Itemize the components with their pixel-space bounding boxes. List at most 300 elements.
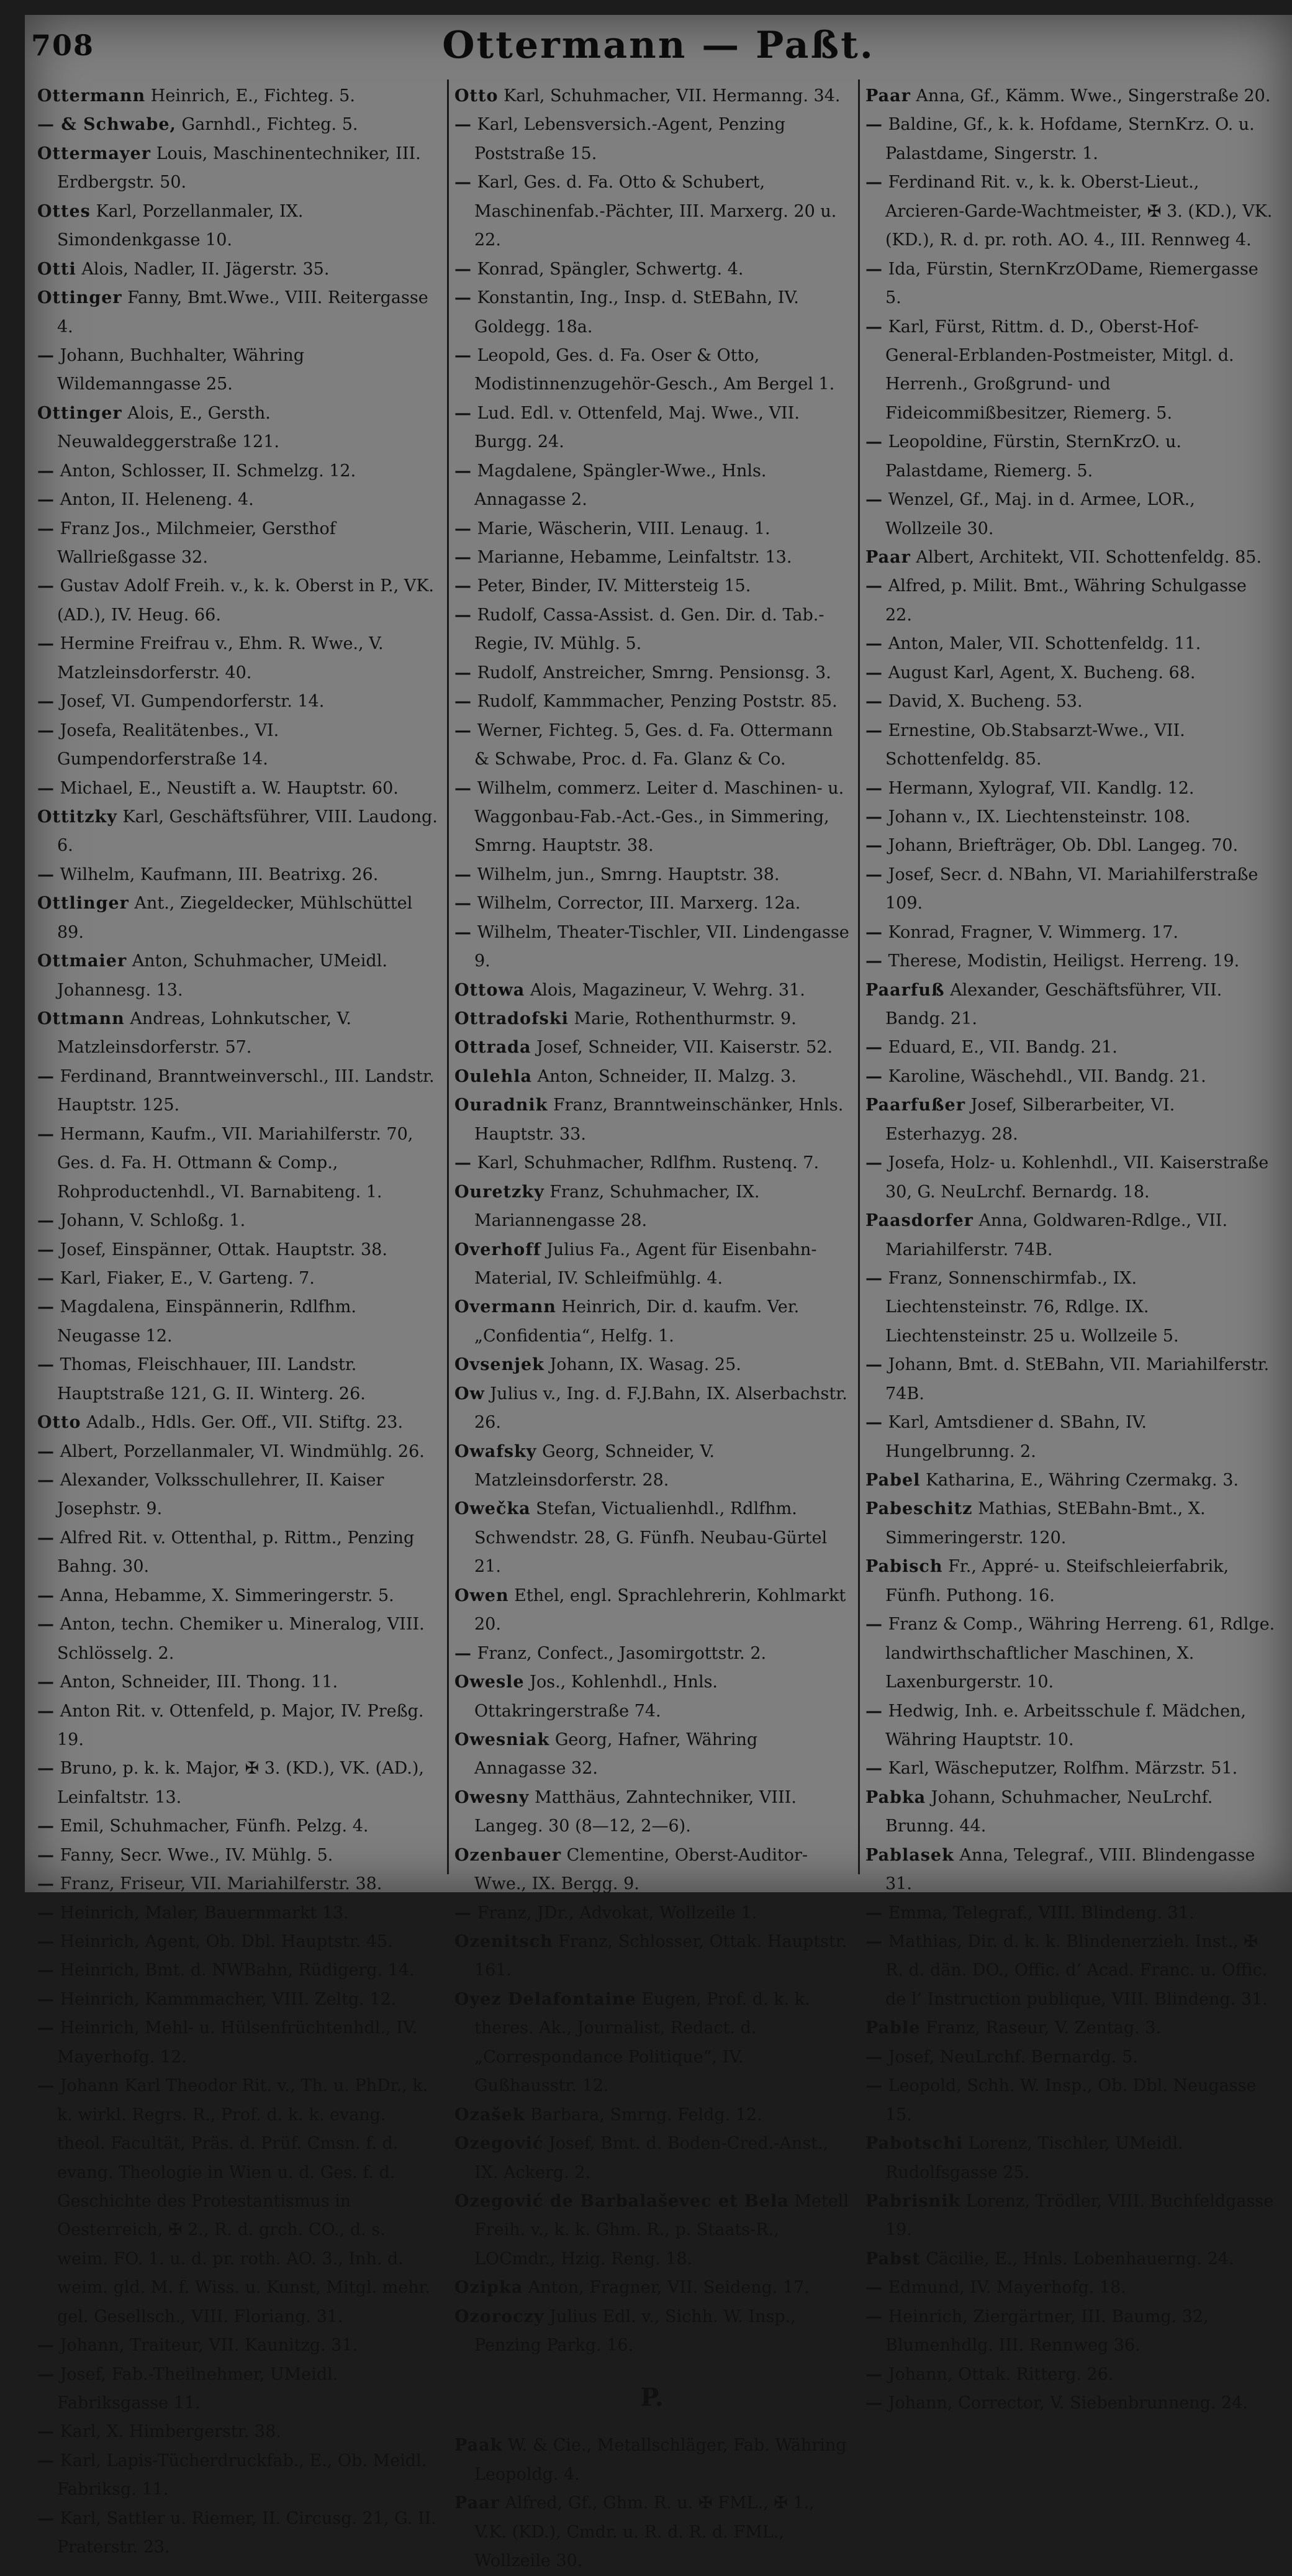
entry-surname: — — [865, 2306, 883, 2326]
entry-surname: — — [37, 1903, 55, 1923]
entry-surname: — — [865, 1932, 883, 1951]
entry-details: Katharina, E., Währing Czermakg. 3. — [925, 1471, 1239, 1490]
entry-surname: Overmann — [454, 1297, 556, 1317]
directory-entry — [454, 1351, 849, 1379]
directory-entry — [454, 1928, 849, 1985]
column-middle — [447, 77, 857, 2571]
entry-details: Josef, Silberarbeiter, VI. Esterhazyg. 28. — [885, 1095, 1175, 1144]
entry-details: Heinrich, Dir. d. kaufm. Ver. „Confidentia“, Helfg. 1. — [474, 1297, 800, 1346]
directory-entry — [37, 1438, 438, 1466]
entry-details: Karl, Fiaker, E., V. Garteng. 7. — [60, 1268, 315, 1288]
entry-surname: — — [37, 778, 55, 798]
entry-details: Emma, Telegraf., VIII. Blindeng. 31. — [888, 1903, 1195, 1923]
directory-entry — [454, 2431, 849, 2489]
entry-details: Wenzel, Gf., Maj. in d. Armee, LOR., Wollzeile 30. — [885, 490, 1195, 538]
entry-surname: — — [865, 951, 883, 971]
entry-details: Alois, E., Gersth. Neuwaldeggerstraße 121. — [57, 403, 279, 452]
directory-entry — [37, 1841, 438, 1870]
entry-details: Fanny, Secr. Wwe., IV. Mühlg. 5. — [60, 1845, 333, 1865]
entry-details: Marie, Wäscherin, VIII. Lenaug. 1. — [477, 519, 770, 538]
page-header — [25, 21, 1292, 77]
directory-entry — [37, 630, 438, 687]
directory-entry — [37, 1582, 438, 1610]
entry-details: Alfred Rit. v. Ottenthal, p. Rittm., Penzing Bahng. 30. — [57, 1528, 415, 1577]
directory-entry — [37, 255, 438, 284]
entry-surname: Pabka — [865, 1787, 926, 1807]
entry-details: Anton, Schuhmacher, UMeidl. Johannesg. 13. — [57, 951, 387, 1000]
directory-entry — [37, 572, 438, 630]
directory-entry — [454, 1985, 849, 2101]
directory-entry — [37, 1063, 438, 1120]
entry-surname: — — [37, 1845, 55, 1865]
directory-entry — [865, 1899, 1276, 1928]
entry-details: Eduard, E., VII. Bandg. 21. — [888, 1038, 1118, 1058]
directory-entry — [865, 168, 1276, 255]
directory-entry — [37, 1005, 438, 1063]
entry-surname: — — [37, 720, 55, 740]
entry-surname: Otto — [37, 1413, 81, 1433]
entry-details: Ferdinand, Branntweinverschl., III. Landstr. Hauptstr. 125. — [57, 1066, 435, 1115]
entry-surname: — — [37, 1759, 55, 1779]
directory-entry — [454, 918, 849, 976]
entry-surname: — — [865, 115, 883, 135]
entry-surname: — — [865, 1413, 883, 1433]
entry-surname: Pabrisnik — [865, 2191, 961, 2211]
entry-details: Karl, Schuhmacher, VII. Hermanng. 34. — [504, 86, 841, 106]
entry-surname: — — [37, 2508, 55, 2528]
directory-entry — [37, 2447, 438, 2505]
directory-entry — [454, 1091, 849, 1149]
directory-entry — [865, 1033, 1276, 1062]
directory-entry — [454, 111, 849, 168]
entry-details: Leopold, Schh. W. Insp., Ob. Dbl. Neugasse 15. — [885, 2076, 1257, 2125]
entry-surname: — — [37, 1672, 55, 1692]
entry-details: Albert, Porzellanmaler, VI. Windmühlg. 26. — [60, 1441, 425, 1461]
entry-surname: — — [454, 519, 472, 538]
entry-surname: Ozipka — [454, 2278, 523, 2298]
entry-details: Franz, JDr., Advokat, Wollzeile 1. — [477, 1903, 757, 1923]
directory-entry — [37, 1264, 438, 1293]
entry-surname: Paar — [454, 2493, 500, 2513]
entry-details: Johann, Schuhmacher, NeuLrchf. Brunng. 44. — [885, 1787, 1213, 1836]
directory-entry — [865, 2303, 1276, 2361]
directory-entry — [865, 1063, 1276, 1091]
entry-details: Karl, Ges. d. Fa. Otto & Schubert, Maschinenfab.-Pächter, III. Marxerg. 20 u. 22. — [474, 173, 837, 250]
directory-entry — [454, 1668, 849, 1726]
entry-details: Lorenz, Trödler, VIII. Buchfeldgasse 19. — [885, 2191, 1274, 2240]
entry-surname: — — [865, 692, 883, 712]
directory-entry — [865, 1610, 1276, 1697]
directory-entry — [865, 111, 1276, 168]
entry-details: Franz & Comp., Währing Herreng. 61, Rdlge. landwirthschaftlicher Maschinen, X. Laxenburgerstr. 10. — [885, 1615, 1275, 1692]
entry-details: Johann, Ottak. Ritterg. 26. — [888, 2364, 1114, 2384]
entry-details: Karl, Lebensversich.-Agent, Penzing Poststraße 15. — [474, 115, 785, 163]
entry-details: Josefa, Realitätenbes., VI. Gumpendorferstraße 14. — [57, 720, 279, 769]
directory-entry — [865, 428, 1276, 486]
entry-details: Ida, Fürstin, SternKrzODame, Riemergasse 5. — [885, 259, 1258, 308]
entry-surname: — — [865, 1759, 883, 1779]
entry-surname: — — [454, 720, 472, 740]
directory-entry — [454, 2274, 849, 2302]
directory-entry — [37, 2505, 438, 2562]
entry-details: Franz, Branntweinschänker, Hnls. Hauptstr. 33. — [474, 1095, 844, 1144]
entry-surname: — — [37, 1585, 55, 1605]
directory-entry — [454, 976, 849, 1005]
directory-entry — [865, 1754, 1276, 1783]
page-number: 708 — [31, 29, 95, 62]
entry-surname: — — [454, 692, 472, 712]
entry-surname: — — [865, 634, 883, 654]
entry-details: Konstantin, Ing., Insp. d. StEBahn, IV. Goldegg. 18a. — [474, 288, 799, 337]
entry-surname: Paak — [454, 2436, 503, 2456]
entry-surname: Owafsky — [454, 1441, 537, 1461]
entry-surname: — — [37, 2451, 55, 2470]
entry-surname: — — [37, 2076, 55, 2096]
entry-surname: — — [865, 2364, 883, 2384]
entry-details: Barbara, Smrng. Feldg. 12. — [530, 2105, 762, 2125]
entry-surname: — — [37, 1961, 55, 1980]
directory-entry — [454, 1726, 849, 1784]
entry-surname: Oyez Delafontaine — [454, 1989, 636, 2009]
entry-surname: — — [865, 1701, 883, 1721]
entry-details: Rudolf, Kammmacher, Penzing Poststr. 85. — [477, 692, 838, 712]
entry-surname: — — [37, 1989, 55, 2009]
entry-surname: — — [37, 1268, 55, 1288]
entry-surname: Ottradofski — [454, 1009, 569, 1028]
entry-surname: — — [865, 720, 883, 740]
entry-details: Anton Rit. v. Ottenfeld, p. Major, IV. Preßg. 19. — [57, 1701, 424, 1749]
directory-entry — [865, 1928, 1276, 2014]
entry-details: Albert, Architekt, VII. Schottenfeldg. 85. — [916, 548, 1262, 567]
entry-details: Johann Karl Theodor Rit. v., Th. u. PhDr., k. k. wirkl. Regrs. R., Prof. d. k. k. evang. theol. Facultät, Präs. d. Prüf. Cmsn. f. d. evang. Theologie in Wien u. d. Ges. f. d. Geschichte des Protestantismus in Oesterreich, ✠ 2., R. d. grch. CO., d. s. weim. FO. 1. u. d. pr. roth. AO. 3., Inh. d. weim. gld. M. f. Wiss. u. Kunst, Mitgl. mehr. gel. Gesellsch., VIII. Floriang. 31. — [57, 2076, 431, 2326]
entry-details: Johann, Bmt. d. StEBahn, VII. Mariahilferstr. 74B. — [885, 1355, 1270, 1404]
entry-surname: Paar — [865, 548, 911, 567]
entry-surname: — — [454, 259, 472, 279]
entry-details: Heinrich, Bmt. d. NWBahn, Rüdigerg. 14. — [60, 1961, 415, 1980]
directory-entry — [454, 1899, 849, 1928]
directory-entry — [37, 284, 438, 342]
entry-surname: Owen — [454, 1585, 509, 1605]
directory-entry — [454, 1293, 849, 1351]
entry-surname: Ouradnik — [454, 1095, 548, 1115]
entry-surname: — — [865, 922, 883, 942]
directory-entry — [454, 342, 849, 399]
entry-surname: — — [865, 663, 883, 683]
directory-entry — [865, 1408, 1276, 1466]
entry-surname: — — [454, 548, 472, 567]
directory-entry — [37, 457, 438, 486]
entry-surname: — — [37, 1124, 55, 1144]
entry-details: Ferdinand Rit. v., k. k. Oberst-Lieut., Arcieren-Garde-Wachtmeister, ✠ 3. (KD.), VK. (KD.), R. d. pr. roth. AO. 4., III. Rennweg 4. — [885, 173, 1273, 250]
directory-entry — [865, 861, 1276, 918]
entry-details: Mathias, StEBahn-Bmt., X. Simmeringerstr. 120. — [885, 1499, 1206, 1548]
directory-entry — [454, 168, 849, 255]
entry-details: Lud. Edl. v. Ottenfeld, Maj. Wwe., VII. Burgg. 24. — [474, 403, 800, 452]
entry-details: Leopoldine, Fürstin, SternKrzO. u. Palastdame, Riemerg. 5. — [885, 432, 1181, 481]
directory-entry — [865, 2129, 1276, 2187]
entry-details: Konrad, Fragner, V. Wimmerg. 17. — [888, 922, 1178, 942]
entry-surname: Ottmann — [37, 1009, 125, 1028]
entry-details: Anna, Goldwaren-Rdlge., VII. Mariahilferstr. 74B. — [885, 1211, 1228, 1259]
entry-surname: Ottes — [37, 201, 91, 221]
directory-entry — [454, 1178, 849, 1236]
entry-details: Heinrich, Kammmacher, VIII. Zeltg. 12. — [60, 1989, 397, 2009]
entry-surname: — — [37, 1701, 55, 1721]
directory-entry — [37, 1812, 438, 1841]
entry-surname: — — [37, 864, 55, 884]
directory-entry — [454, 2489, 849, 2575]
directory-entry — [37, 1120, 438, 1207]
entry-surname: — — [865, 864, 883, 884]
entry-details: Metell Freih. v., k. k. Ghm. R., p. Staats-R., LOCmdr., Hzig. Reng. 18. — [474, 2191, 849, 2269]
entry-surname: — — [865, 2076, 883, 2096]
entry-details: Josef, Secr. d. NBahn, VI. Mariahilferstraße 109. — [885, 864, 1258, 914]
entry-surname: — — [865, 778, 883, 798]
directory-entry — [865, 543, 1276, 572]
entry-surname: — — [37, 1932, 55, 1951]
entry-surname: — — [865, 1903, 883, 1923]
entry-surname: — — [865, 1355, 883, 1375]
entry-details: Alois, Magazineur, V. Wehrg. 31. — [530, 980, 805, 1000]
directory-entry — [37, 861, 438, 889]
entry-details: Anna, Telegraf., VIII. Blindengasse 31. — [885, 1845, 1255, 1894]
directory-entry — [454, 861, 849, 889]
entry-details: Hermine Freifrau v., Ehm. R. Wwe., V. Matzleinsdorferstr. 40. — [57, 634, 384, 683]
directory-entry — [865, 255, 1276, 313]
directory-entry — [37, 1899, 438, 1928]
entry-details: Alfred, p. Milit. Bmt., Währing Schulgasse 22. — [885, 576, 1247, 625]
entry-details: Edmund, IV. Mayerhofg. 18. — [888, 2278, 1126, 2298]
directory-entry — [37, 1408, 438, 1437]
entry-surname: — — [865, 259, 883, 279]
entry-details: W. & Cie., Metallschläger, Fab. Währing Leopoldg. 4. — [474, 2436, 847, 2484]
entry-details: Heinrich, Mehl- u. Hülsenfrüchtenhdl., IV. Mayerhofg. 12. — [57, 2018, 418, 2067]
entry-details: Fr., Appré- u. Steifschleierfabrik, Fünfh. Puthong. 16. — [885, 1557, 1229, 1605]
directory-entry — [37, 2072, 438, 2331]
entry-surname: Overhoff — [454, 1240, 541, 1259]
directory-entry — [865, 2389, 1276, 2418]
entry-details: Anton, II. Heleneng. 4. — [60, 490, 254, 510]
directory-entry — [454, 1841, 849, 1899]
directory-entry — [865, 2361, 1276, 2389]
directory-page — [25, 15, 1292, 2571]
entry-details: Alois, Nadler, II. Jägerstr. 35. — [81, 259, 330, 279]
entry-surname: — — [454, 1153, 472, 1173]
entry-surname: — — [37, 1615, 55, 1635]
entry-surname: — — [865, 836, 883, 856]
entry-surname: — — [865, 576, 883, 596]
directory-entry — [454, 1784, 849, 1841]
entry-details: Louis, Maschinentechniker, III. Erdbergstr. 50. — [57, 143, 421, 193]
directory-entry — [37, 1351, 438, 1408]
directory-entry — [865, 832, 1276, 860]
entry-surname: — — [454, 461, 472, 481]
directory-entry — [865, 2072, 1276, 2129]
entry-details: Anna, Gf., Kämm. Wwe., Singerstraße 20. — [916, 86, 1271, 106]
entry-details: Anna, Hebamme, X. Simmeringerstr. 5. — [60, 1585, 394, 1605]
directory-entry — [454, 572, 849, 601]
entry-details: Hedwig, Inh. e. Arbeitsschule f. Mädchen, Währing Hauptstr. 10. — [885, 1701, 1246, 1749]
entry-surname: Ozenbauer — [454, 1845, 562, 1865]
entry-surname: Otti — [37, 259, 76, 279]
directory-entry — [865, 2014, 1276, 2043]
entry-surname: Pable — [865, 2018, 921, 2038]
entry-surname: Ottowa — [454, 980, 525, 1000]
directory-entry — [865, 2043, 1276, 2072]
entry-surname: — — [37, 576, 55, 596]
entry-details: Josef, Schneider, VII. Kaiserstr. 52. — [536, 1038, 833, 1058]
directory-entry — [454, 2303, 849, 2361]
directory-entry — [865, 1466, 1276, 1495]
entry-surname: Ouretzky — [454, 1182, 544, 1202]
directory-entry — [454, 1063, 849, 1091]
directory-entry — [37, 803, 438, 861]
directory-entry — [37, 1985, 438, 2014]
entry-surname: Ovsenjek — [454, 1355, 544, 1375]
entry-surname: Paasdorfer — [865, 1211, 974, 1231]
directory-entry — [454, 1438, 849, 1495]
directory-entry — [37, 486, 438, 514]
running-title: Ottermann — Paßt. — [442, 24, 875, 67]
directory-entry — [454, 1005, 849, 1033]
directory-entry — [865, 572, 1276, 630]
entry-details: Johann, V. Schloßg. 1. — [60, 1211, 246, 1231]
directory-entry — [865, 947, 1276, 976]
directory-entry — [865, 313, 1276, 429]
entry-surname: — — [37, 1355, 55, 1375]
entry-details: Werner, Fichteg. 5, Ges. d. Fa. Ottermann & Schwabe, Proc. d. Fa. Glanz & Co. — [474, 720, 833, 769]
entry-details: Karl, Schuhmacher, Rdlfhm. Rustenq. 7. — [477, 1153, 820, 1173]
entry-details: Heinrich, Maler, Bauernmarkt 13. — [60, 1903, 349, 1923]
entry-details: Fanny, Bmt.Wwe., VIII. Reitergasse 4. — [57, 288, 428, 337]
section-letter-heading: P. — [640, 2382, 664, 2412]
entry-details: Johann, IX. Wasag. 25. — [549, 1355, 741, 1375]
entry-details: Marianne, Hebamme, Leinfaltstr. 13. — [477, 548, 792, 567]
directory-entry — [865, 1264, 1276, 1351]
entry-details: Rudolf, Anstreicher, Smrng. Pensionsg. 3. — [477, 663, 831, 683]
directory-entry — [454, 889, 849, 918]
entry-surname: Ozegović de Barbalaševec et Bela — [454, 2191, 789, 2211]
entry-details: Julius Fa., Agent für Eisenbahn-Material, IV. Schleifmühlg. 4. — [474, 1240, 817, 1288]
entry-details: Adalb., Hdls. Ger. Off., VII. Stiftg. 23. — [86, 1413, 404, 1433]
entry-surname: — — [37, 490, 55, 510]
entry-details: Karl, Geschäftsführer, VIII. Laudong. 6. — [57, 807, 438, 856]
entry-details: Johann, Briefträger, Ob. Dbl. Langeg. 70. — [888, 836, 1239, 856]
directory-entry — [454, 774, 849, 861]
directory-entry — [37, 2014, 438, 2072]
entry-details: Emil, Schuhmacher, Fünfh. Pelzg. 4. — [60, 1816, 369, 1836]
directory-entry — [37, 2331, 438, 2360]
directory-entry — [865, 1207, 1276, 1264]
entry-surname: — — [865, 490, 883, 510]
entry-surname: — — [454, 864, 472, 884]
entry-details: Wilhelm, Theater-Tischler, VII. Lindengasse 9. — [474, 922, 849, 971]
entry-details: Josef, VI. Gumpendorferstr. 14. — [60, 692, 325, 712]
entry-details: Alexander, Volksschullehrer, II. Kaiser Josephstr. 9. — [57, 1471, 384, 1519]
directory-entry — [865, 2274, 1276, 2302]
entry-details: Wilhelm, Corrector, III. Marxerg. 12a. — [477, 894, 801, 914]
column-right — [858, 77, 1284, 2413]
directory-entry — [37, 2361, 438, 2418]
directory-entry — [865, 1784, 1276, 1841]
entry-surname: — — [37, 1211, 55, 1231]
entry-details: Anton, Schneider, II. Malzg. 3. — [537, 1066, 797, 1086]
directory-entry — [454, 1582, 849, 1639]
directory-entry — [454, 717, 849, 774]
entry-surname: Ottrada — [454, 1038, 531, 1058]
directory-entry — [37, 1293, 438, 1351]
entry-details: Garnhdl., Fichteg. 5. — [181, 115, 358, 135]
directory-entry — [37, 687, 438, 716]
entry-details: Franz, Schuhmacher, IX. Mariannengasse 28. — [474, 1182, 760, 1231]
entry-surname: — — [37, 461, 55, 481]
entry-surname: — — [865, 1268, 883, 1288]
entry-details: Ethel, engl. Sprachlehrerin, Kohlmarkt 20. — [474, 1585, 846, 1635]
entry-surname: — — [37, 1816, 55, 1836]
entry-surname: Ozoroczy — [454, 2306, 544, 2326]
entry-surname: Owesniak — [454, 1730, 550, 1749]
entry-surname: — — [865, 2278, 883, 2298]
entry-surname: — — [865, 2047, 883, 2067]
entry-details: Anton, Schneider, III. Thong. 11. — [60, 1672, 338, 1692]
directory-entry — [865, 774, 1276, 803]
entry-details: Mathias, Dir. d. k. k. Blindenerzieh. Inst., ✠ R. d. dän. DO., Offic. d’ Acad. Franc. u. Offic. de l’ Instruction publique, VIII. Blindeng. 31. — [885, 1932, 1268, 2009]
entry-details: Julius v., Ing. d. F.J.Bahn, IX. Alserbachstr. 26. — [474, 1384, 847, 1433]
entry-details: Karl, Sattler u. Riemer, II. Circusg. 21, G. II. Praterstr. 23. — [57, 2508, 436, 2557]
directory-entry — [37, 140, 438, 197]
entry-surname: — — [865, 1038, 883, 1058]
entry-surname: — — [37, 2422, 55, 2442]
entry-details: Hermann, Xylograf, VII. Kandlg. 12. — [888, 778, 1195, 798]
entry-surname: — — [454, 115, 472, 135]
entry-details: Anton, techn. Chemiker u. Mineralog, VIII. Schlösselg. 2. — [57, 1615, 425, 1663]
directory-entry — [37, 717, 438, 774]
directory-entry — [865, 1091, 1276, 1149]
entry-surname: — — [37, 2018, 55, 2038]
entry-details: Karl, Wäscheputzer, Rolfhm. Märzstr. 51. — [888, 1759, 1238, 1779]
entry-details: Cäcilie, E., Hnls. Lobenhauerng. 24. — [926, 2249, 1234, 2269]
entry-details: Josef, NeuLrchf. Bernardg. 5. — [888, 2047, 1138, 2067]
entry-surname: Pabel — [865, 1471, 921, 1490]
directory-entry — [865, 1553, 1276, 1610]
entry-surname: — — [37, 2336, 55, 2356]
entry-details: Magdalene, Spängler-Wwe., Hnls. Annagasse 2. — [474, 461, 767, 510]
directory-entry — [454, 2187, 849, 2274]
directory-entry — [37, 889, 438, 947]
entry-surname: Ottmaier — [37, 951, 127, 971]
entry-details: Franz, Sonnenschirmfab., IX. Liechtensteinstr. 76, Rdlge. IX. Liechtensteinstr. 25 u. Wollzeile 5. — [885, 1268, 1179, 1346]
entry-surname: — — [454, 778, 472, 798]
entry-details: Heinrich, Agent, Ob. Dbl. Hauptstr. 45. — [60, 1932, 393, 1951]
entry-details: Johann, Buchhalter, Währing Wildemanngasse 25. — [57, 345, 305, 394]
entry-details: Karl, X. Himbergerstr. 38. — [60, 2422, 281, 2442]
entry-surname: — — [454, 605, 472, 625]
entry-details: Heinrich, Ziergärtner, III. Baumg. 32, Blumenhdlg. III. Rennweg 36. — [885, 2306, 1209, 2356]
entry-details: Ernestine, Ob.Stabsarzt-Wwe., VII. Schottenfeldg. 85. — [885, 720, 1185, 769]
entry-surname: — — [454, 403, 472, 423]
entry-details: Wilhelm, commerz. Leiter d. Maschinen- u. Waggonbau-Fab.-Act.-Ges., in Simmering, Smrng. Hauptstr. 38. — [474, 778, 844, 856]
entry-details: Josef, Einspänner, Ottak. Hauptstr. 38. — [60, 1240, 387, 1259]
entry-details: Baldine, Gf., k. k. Hofdame, SternKrz. O. u. Palastdame, Singerstr. 1. — [885, 115, 1255, 163]
entry-details: Alfred, Gf., Ghm. R. u. ✠ FML., ✠ 1., V.K. (KD.), Cmdr. u. R. d. R. d. FML., Wollzeile 30. — [474, 2493, 815, 2571]
entry-details: Franz, Schlosser, Ottak. Hauptstr. 161. — [474, 1932, 847, 1980]
directory-entry — [37, 82, 438, 111]
entry-details: Franz Jos., Milchmeier, Gersthof Wallrießgasse 32. — [57, 519, 336, 567]
entry-surname: — — [865, 2393, 883, 2413]
entry-details: Matthäus, Zahntechniker, VIII. Langeg. 30 (8—12, 2—6). — [474, 1787, 797, 1836]
directory-entry — [865, 1351, 1276, 1408]
entry-surname: — — [37, 1066, 55, 1086]
